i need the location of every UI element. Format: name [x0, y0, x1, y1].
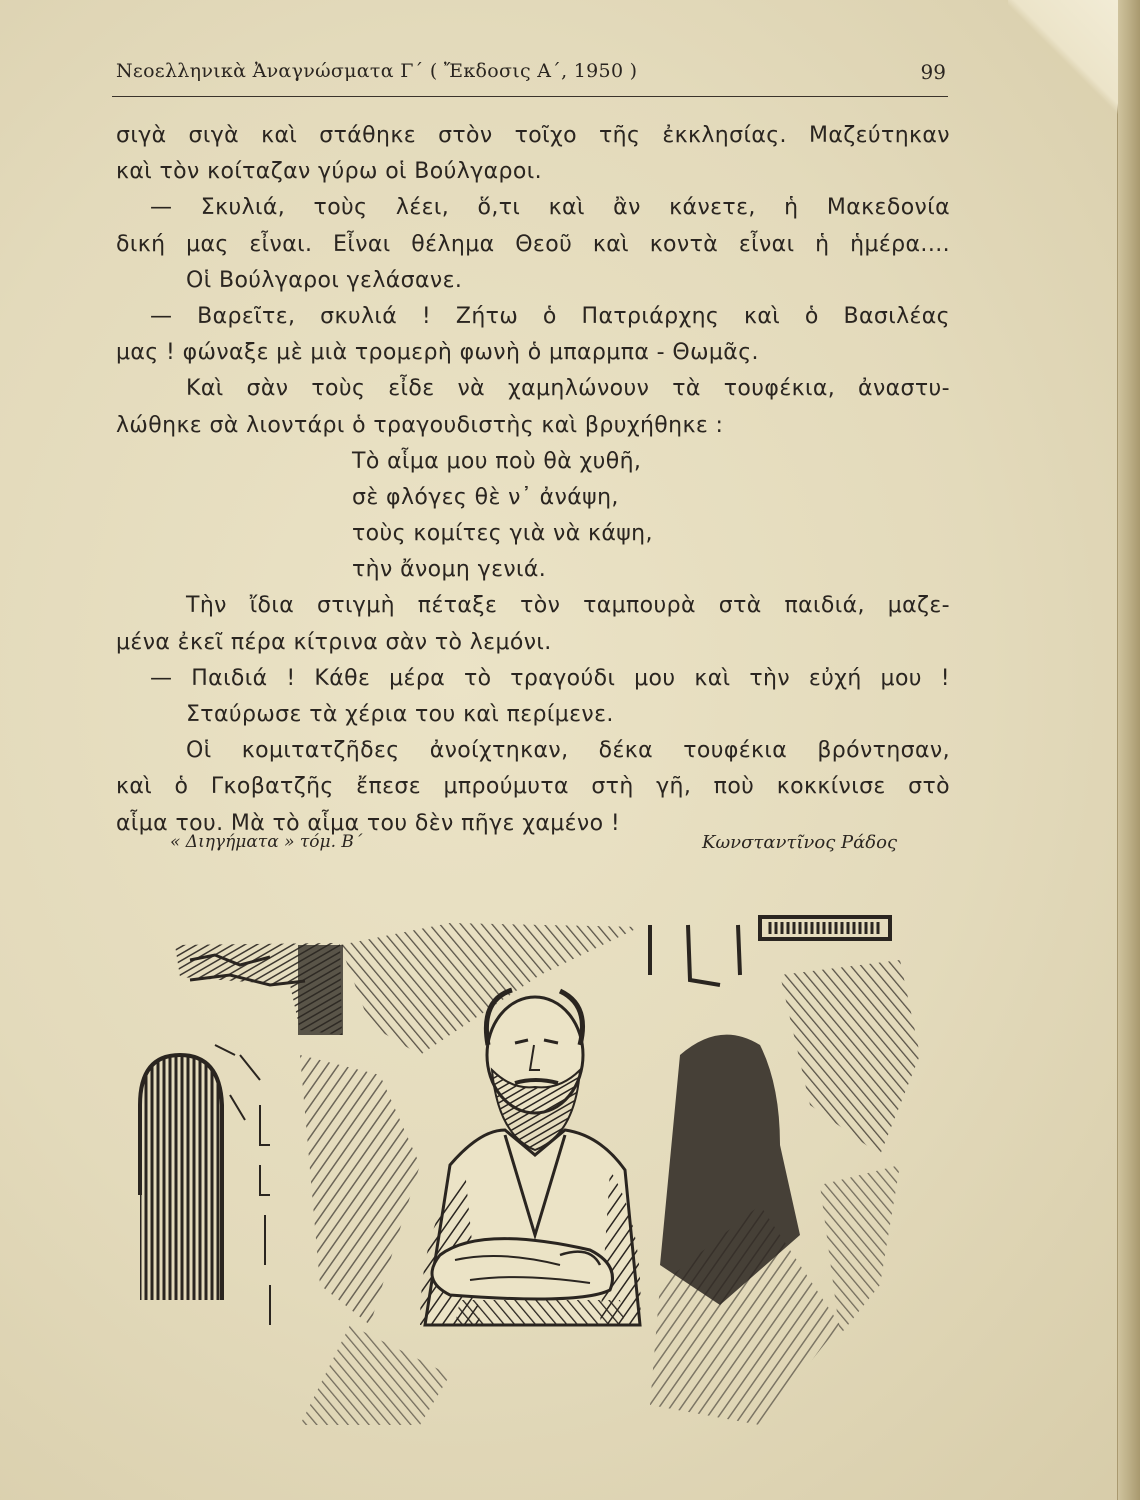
roof-block	[175, 943, 343, 1035]
book-binding-edge	[1117, 0, 1140, 1500]
old-man-illustration	[120, 905, 960, 1425]
text-line: Οἱ κομιτατζῆδες ἀνοίχτηκαν, δέκα τουφέκια βρόντησαν,	[186, 738, 950, 764]
text-line: λώθηκε σὰ λιοντάρι ὁ τραγουδιστὴς καὶ βρυχήθηκε :	[116, 412, 724, 438]
text-line: αἷμα του. Μὰ τὸ αἷμα του δὲν πῆγε χαμένο !	[116, 810, 621, 836]
text-line: — Βαρεῖτε, σκυλιά ! Ζήτω ὁ Πατριάρχης καὶ ὁ Βασιλέας	[150, 303, 950, 329]
running-header	[116, 60, 946, 90]
author-attribution: Κωνσταντῖνος Ράδος	[702, 832, 898, 853]
text-line: Καὶ σὰν τοὺς εἶδε νὰ χαμηλώνουν τὰ τουφέκια, ἀναστυ-	[186, 376, 950, 402]
text-line: Σταύρωσε τὰ χέρια του καὶ περίμενε.	[186, 702, 614, 727]
text-line: μας ! φώναξε μὲ μιὰ τρομερὴ φωνὴ ὁ μπαρμπα - Θωμᾶς.	[116, 340, 759, 366]
arched-doorway	[140, 1045, 270, 1325]
text-line: δική μας εἶναι. Εἶναι θέλημα Θεοῦ καὶ κοντὰ εἶναι ἡ ἡμέρα....	[116, 231, 950, 257]
page-corner-fold	[1008, 0, 1118, 120]
verse-line: Τὸ αἷμα μου ποὺ θὰ χυθῆ,	[352, 448, 642, 474]
text-line: — Παιδιά ! Κάθε μέρα τὸ τραγούδι μου καὶ τὴν εὐχή μου !	[150, 665, 950, 691]
text-line: σιγὰ σιγὰ καὶ στάθηκε στὸν τοῖχο τῆς ἐκκλησίας. Μαζεύτηκαν	[116, 123, 950, 148]
header-rule	[112, 96, 948, 97]
text-line: Τὴν ἴδια στιγμὴ πέταξε τὸν ταμπουρὰ στὰ παιδιά, μαζε-	[186, 593, 950, 619]
text-line: Οἱ Βούλγαροι γελάσανε.	[186, 267, 463, 293]
text-line: καὶ ὁ Γκοβατζῆς ἔπεσε μπρούμυτα στὴ γῆ, ποὺ κοκκίνισε στὸ	[116, 774, 950, 800]
text-line: καὶ τὸν κοίταζαν γύρω οἱ Βούλγαροι.	[116, 159, 542, 185]
verse-line: σὲ φλόγες θὲ ν᾽ ἀνάψη,	[352, 484, 619, 510]
running-header-title: Νεοελληνικὰ Ἀναγνώσματα Γ΄ ( Ἔκδοσις Α΄, 1950 )	[116, 60, 638, 82]
page-number: 99	[920, 60, 946, 84]
text-line: — Σκυλιά, τοὺς λέει, ὅ,τι καὶ ἂν κάνετε, ἡ Μακεδονία	[150, 195, 950, 221]
text-line: μένα ἐκεῖ πέρα κίτρινα σὰν τὸ λεμόνι.	[116, 629, 552, 655]
source-attribution: « Διηγήματα » τόμ. Β΄	[170, 832, 363, 852]
old-man-figure	[420, 990, 641, 1325]
verse-line: τὴν ἄνομη γενιά.	[352, 557, 547, 583]
verse-line: τοὺς κομίτες γιὰ νὰ κάψη,	[352, 521, 653, 547]
story-text	[116, 118, 950, 842]
